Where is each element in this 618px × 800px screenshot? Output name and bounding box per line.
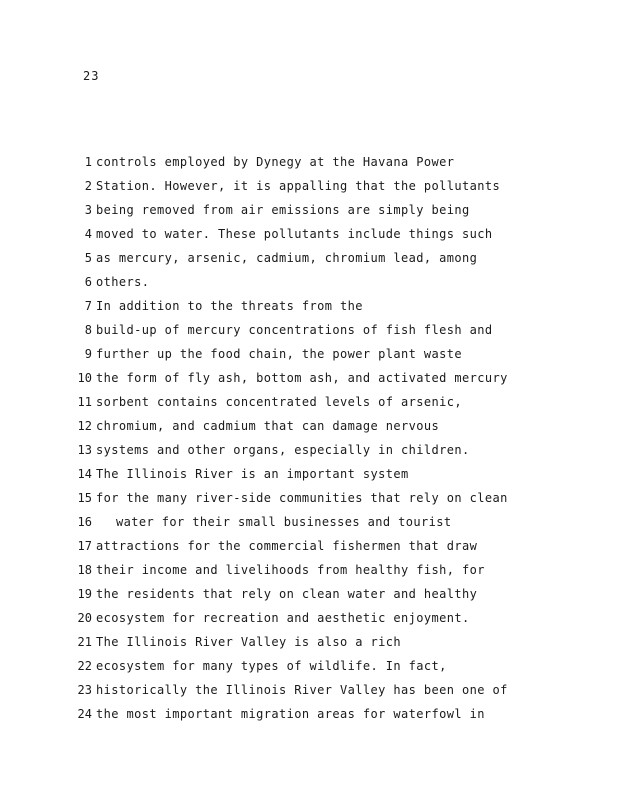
- transcript-line: [0, 416, 618, 440]
- transcript-line: [0, 296, 618, 320]
- line-number: 23: [77, 683, 92, 697]
- line-number: 4: [84, 227, 92, 241]
- line-text: historically the Illinois River Valley has been one of: [96, 683, 508, 697]
- line-text: attractions for the commercial fishermen that draw: [96, 539, 478, 553]
- transcript-line: [0, 320, 618, 344]
- transcript-line: [0, 176, 618, 200]
- line-text: their income and livelihoods from healthy fish, for: [96, 563, 485, 577]
- transcript-line: [0, 368, 618, 392]
- transcript-line: [0, 536, 618, 560]
- line-text: the form of fly ash, bottom ash, and activated mercury: [96, 371, 508, 385]
- line-number: 17: [77, 539, 92, 553]
- transcript-line: [0, 464, 618, 488]
- line-text: systems and other organs, especially in children.: [96, 443, 470, 457]
- transcript-line: [0, 152, 618, 176]
- transcript-line: [0, 512, 618, 536]
- line-text: ecosystem for recreation and aesthetic enjoyment.: [96, 611, 470, 625]
- line-text: as mercury, arsenic, cadmium, chromium lead, among: [96, 251, 478, 265]
- line-number: 15: [77, 491, 92, 505]
- transcript-line: [0, 704, 618, 728]
- line-text: others.: [96, 275, 150, 289]
- line-number: 18: [77, 563, 92, 577]
- line-number: 19: [77, 587, 92, 601]
- line-text: The Illinois River Valley is also a rich: [96, 635, 401, 649]
- transcript-line: [0, 656, 618, 680]
- line-number: 20: [77, 611, 92, 625]
- transcript-line: [0, 584, 618, 608]
- transcript-line: [0, 560, 618, 584]
- transcript-body: [0, 152, 618, 728]
- line-text: the residents that rely on clean water and healthy: [96, 587, 478, 601]
- transcript-line: [0, 224, 618, 248]
- line-text: ecosystem for many types of wildlife. In fact,: [96, 659, 447, 673]
- line-text: the most important migration areas for waterfowl in: [96, 707, 485, 721]
- line-text: Station. However, it is appalling that the pollutants: [96, 179, 501, 193]
- line-number: 22: [77, 659, 92, 673]
- line-number: 12: [77, 419, 92, 433]
- line-number: 9: [84, 347, 92, 361]
- line-text: controls employed by Dynegy at the Havana Power: [96, 155, 455, 169]
- line-number: 16: [77, 515, 92, 529]
- line-number: 24: [77, 707, 92, 721]
- transcript-line: [0, 680, 618, 704]
- line-number: 8: [84, 323, 92, 337]
- line-text: water for their small businesses and tourist: [116, 515, 452, 529]
- transcript-line: [0, 272, 618, 296]
- transcript-line: [0, 608, 618, 632]
- line-text: moved to water. These pollutants include things such: [96, 227, 493, 241]
- line-text: further up the food chain, the power plant waste: [96, 347, 462, 361]
- line-number: 13: [77, 443, 92, 457]
- line-number: 5: [84, 251, 92, 265]
- transcript-line: [0, 488, 618, 512]
- line-text: The Illinois River is an important system: [96, 467, 409, 481]
- line-text: In addition to the threats from the: [96, 299, 363, 313]
- line-text: sorbent contains concentrated levels of arsenic,: [96, 395, 462, 409]
- line-text: being removed from air emissions are simply being: [96, 203, 470, 217]
- transcript-line: [0, 248, 618, 272]
- line-number: 14: [77, 467, 92, 481]
- transcript-line: [0, 392, 618, 416]
- transcript-line: [0, 632, 618, 656]
- transcript-line: [0, 344, 618, 368]
- line-number: 10: [77, 371, 92, 385]
- line-number: 7: [84, 299, 92, 313]
- page-number: 23: [83, 69, 100, 83]
- transcript-line: [0, 440, 618, 464]
- line-text: chromium, and cadmium that can damage nervous: [96, 419, 440, 433]
- line-number: 6: [84, 275, 92, 289]
- line-number: 11: [77, 395, 92, 409]
- line-text: build-up of mercury concentrations of fish flesh and: [96, 323, 493, 337]
- line-text: for the many river-side communities that rely on clean: [96, 491, 508, 505]
- line-number: 3: [84, 203, 92, 217]
- line-number: 1: [84, 155, 92, 169]
- line-number: 21: [77, 635, 92, 649]
- transcript-line: [0, 200, 618, 224]
- line-number: 2: [84, 179, 92, 193]
